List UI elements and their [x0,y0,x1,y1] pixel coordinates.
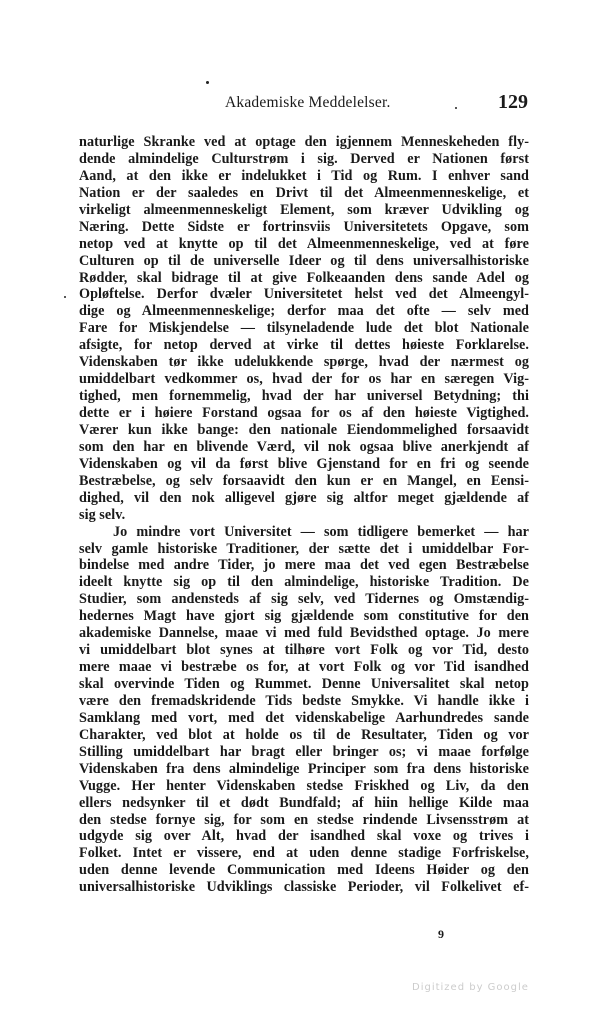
text-line: dighed, vil den nok alligevel gjøre sig altfor meget gjældende af [79,489,529,506]
page-header [78,91,528,118]
text-line: som den har en blivende Værd, vil nok ogsaa blive anerkjendt af [79,438,529,455]
text-line: netop ved at knytte op til det Almeenmenneskelige, ved at føre [79,235,529,252]
running-head: Akademiske Meddelelser. [225,94,391,111]
ink-speck [64,296,66,298]
text-line: tighed, men fornemmelig, hvad der har universel Betydning; thi [79,388,529,405]
text-line: Charakter, ved blot at holde os til de Resultater, Tiden og vor [79,726,529,743]
text-line: virkeligt almeenmenneskeligt Element, som kræver Udvikling og [79,201,529,218]
text-line: udgyde sig over Alt, hvad der isandhed skal voxe og trives i [79,828,529,845]
text-line: uden denne levende Communication med Ideens Høider og den [79,862,529,879]
text-line: Stilling umiddelbart har bragt eller bringer os; vi maae forfølge [79,743,529,760]
text-line: skal overvinde Tiden og Rummet. Denne Universalitet skal netop [79,676,529,692]
text-line: universalhistoriske Udviklings classiske Perioder, vil Folkelivet ef- [79,879,529,896]
text-line: Videnskaben tør ikke udelukkende spørge, hvad der nærmest og [79,354,529,371]
page-number: 129 [498,91,528,113]
text-line: Værer kun ikke bange: den nationale Eiendommelighed forsaavidt [79,421,529,438]
text-line: Videnskaben fra dens almindelige Principer som fra dens historiske [79,760,529,777]
text-line: dende almindelige Culturstrøm i sig. Derved er Nationen først [79,150,529,167]
text-line: den stedse fornye sig, for som en stedse rindende Livsensstrøm at [79,811,529,828]
text-line: dige og Almeenmenneskelige; derfor maa det ofte — selv med [79,303,529,320]
paragraph-start-line: Jo mindre vort Universitet — som tidligere bemerket — har [113,523,529,540]
text-line: naturlige Skranke ved at optage den igjennem Menneskeheden fly- [79,134,529,150]
text-line: hedernes Magt have gjort sig gjældende som constitutive for den [79,608,529,625]
text-line: Samklang med vort, med det videnskabelige Aarhundredes sande [79,709,529,726]
text-line: Folket. Intet er vissere, end at uden denne stadige Forfriskelse, [79,845,529,862]
text-line: akademiske Dannelse, maae vi med fuld Bevidsthed optage. Jo mere [79,625,529,642]
ink-speck [206,81,209,84]
signature-mark: 9 [438,927,444,941]
text-line: Aand, at den ikke er indelukket i Tid og Rum. I enhver sand [79,167,529,184]
text-line: Culturen op til de universelle Ideer og til dens universalhistoriske [79,252,529,269]
text-line: bindelse med andre Tider, jo mere maa det ved egen Bestræbelse [79,557,529,574]
text-line: umiddelbart vedkommer os, hvad der for os har en særegen Vig- [79,371,529,388]
text-line: Næring. Dette Sidste er fortrinsviis Universitetets Opgave, som [79,218,529,235]
text-line: vi umiddelbart blot synes at tilhøre vort Folk og vor Tid, desto [79,642,529,659]
text-line: selv gamle historiske Traditioner, der sætte det i umiddelbar For- [79,540,529,557]
text-line: Opløftelse. Derfor dvæler Universitetet helst ved det Almeengyl- [79,286,529,303]
text-line: Bestræbelse, og selv forsaavidt den kun er en Mangel, en Eensi- [79,472,529,489]
text-line: Studier, som andensteds af sig selv, ved Tidernes og Omstændig- [79,591,529,608]
text-line: Nation er der saaledes en Drivt til det Almeenmenneskelige, et [79,184,529,201]
watermark: Digitized by Google [412,982,529,993]
body-text [79,134,529,896]
text-line: Rødder, skal bidrage til at give Folkeaanden dens sande Adel og [79,269,529,286]
text-line: dette er i høiere Forstand ogsaa for os af den høieste Vigtighed. [79,405,529,421]
text-line: mere maae vi bestræbe os for, at vort Folk og vor Tid isandhed [79,659,529,676]
text-line: Vugge. Her henter Videnskaben stedse Friskhed og Liv, da den [79,777,529,794]
text-line: være den fremadskridende Tids bedste Smykke. Vi handle ikke i [79,692,529,709]
text-line: afsigte, for netop derved at virke til dettes høieste Forklarelse. [79,337,529,354]
text-line: ellers nedsynker til et dødt Bundfald; af hiin hellige Kilde maa [79,794,529,811]
text-line: Videnskaben og vil da først blive Gjenstand for en fri og seende [79,455,529,472]
text-line: Fare for Miskjendelse — tilsyneladende lude det blot Nationale [79,320,529,337]
paragraph-end-line: sig selv. [79,506,126,523]
text-line: ideelt knytte sig op til den almindelige, historiske Tradition. De [79,574,529,591]
